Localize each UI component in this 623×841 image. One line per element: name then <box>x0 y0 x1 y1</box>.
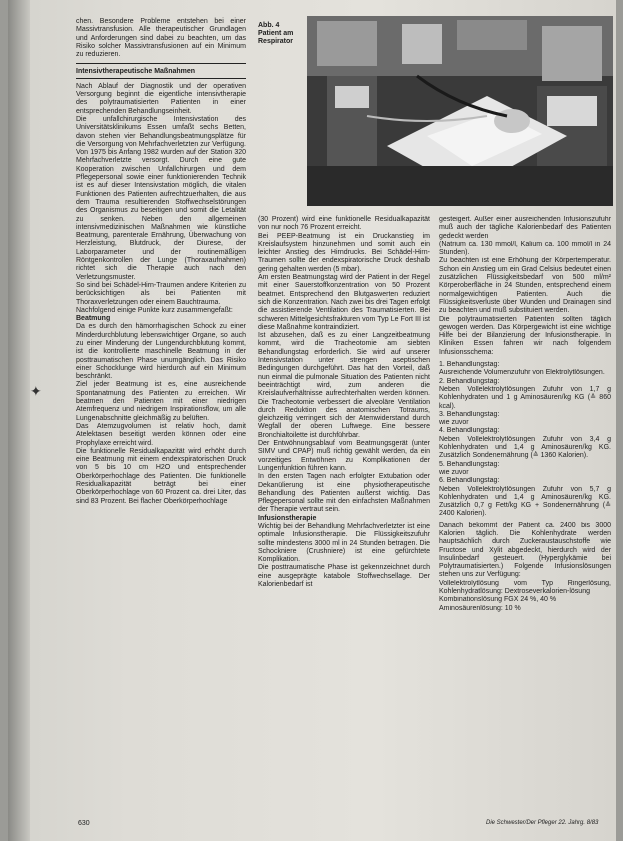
journal-footer: Die Schwester/Der Pfleger 22. Jahrg. 8/83 <box>486 820 599 826</box>
figure-photo-patient-respirator <box>307 16 613 206</box>
column-middle <box>258 216 430 589</box>
schedule-text: Neben Vollelektrolytlösungen Zufuhr von 1,7 g Kohlenhydraten und 1 g Aminosäuren/kg KG (≙ 860 kcal). <box>439 385 611 410</box>
body-paragraph: Da es durch den hämorrhagischen Schock zu einer Minderdurchblutung lebenswichtiger Organe, so auch zu einer Minderung der Lungendurchblutung kommt, ist die kontrollierte maschinelle Beatmung in der posttraumatischen Phase unumgänglich. Das Risiko einer Schocklunge wird hierdurch auf ein Minimum beschränkt. <box>76 323 246 381</box>
body-paragraph: Nach Ablauf der Diagnostik und der operativen Versorgung beginnt die eigentliche intensivtherapie des polytraumatisierten Patienten in einer entsprechenden Behandlungseinheit. <box>76 82 246 115</box>
schedule-text: Neben Vollelektrolytlösungen Zufuhr von 3,4 g Kohlenhydraten und 1,4 g Aminosäuren/kg KG. Zusätzlich Sondenernährung (≙ 1360 Kalorien). <box>439 435 611 460</box>
body-paragraph: Das Atemzugvolumen ist relativ hoch, damit Atelektasen beseitigt werden können oder eine Prophylaxe erreicht wird. <box>76 422 246 447</box>
page-number: 630 <box>78 820 90 827</box>
schedule-day: 5. Behandlungstag: <box>439 460 500 468</box>
section-heading-beatmung: Beatmung <box>76 315 111 323</box>
column-right <box>439 216 611 613</box>
body-paragraph: Die posttraumatische Phase ist gekennzeichnet durch eine ausgeprägte katabole Stoffwechsellage. Der Kalorienbedarf ist <box>258 564 430 589</box>
body-paragraph: Die funktionelle Residualkapazität wird erhöht durch eine Beatmung mit einem endexspiratorischen Druck von 5 bis 10 cm H2O und entsprechender Oberkörperhochlage des Patienten. Die funktionelle Residualkapazität beträgt bei einer Oberkörperhochlage von 60 Prozent ca. drei Liter, das sind 83 Prozent. Bei flacher Oberkörperhochlage <box>76 447 246 505</box>
body-paragraph: Zu beachten ist eine Erhöhung der Körpertemperatur. Schon ein Anstieg um ein Grad Celsius bedeutet einen zusätzlichen Flüssigkeitsbedarf von 500 ml/m² Körperoberfläche in 24 Stunden, entsprechend einem normalgewichtigen Patienten. Auch die Flüssigkeitsverluste über Wunden und Drainagen sind zu beachten und muß substituiert werden. <box>439 257 611 315</box>
section-heading-intensivtherapie: Intensivtherapeutische Maßnahmen <box>76 68 196 76</box>
body-paragraph: Vollelektrolytlösung vom Typ Ringerlösung, Kohlenhydratlösung: Dextroseverkalorien-lösung <box>439 579 611 596</box>
body-paragraph: (30 Prozent) wird eine funktionelle Residualkapazität von nur noch 76 Prozent erreicht. <box>258 216 430 232</box>
schedule-day: 2. Behandlungstag: <box>439 377 500 385</box>
photo-illustration <box>307 16 613 206</box>
paper-clip-mark-icon: ✦ <box>30 383 42 399</box>
section-divider <box>76 63 246 64</box>
body-paragraph: Aminosäurenlösung: 10 % <box>439 604 521 612</box>
body-paragraph: Kombinationslösung FGX 24 %, 40 % <box>439 596 557 604</box>
schedule-text: Ausreichende Volumenzufuhr von Elektrolytlösungen. <box>439 369 605 377</box>
body-paragraph: In den ersten Tagen nach erfolgter Extubation oder Dekanülierung ist eine physiotherapeutische Behandlung des Patienten außerst wichtig. Das Pflegepersonal sollte mit den einfachsten Maßnahmen der Therapie vertraut sein. <box>258 473 430 514</box>
schedule-day: 6. Behandlungstag: <box>439 477 500 485</box>
body-paragraph: Wichtig bei der Behandlung Mehrfachverletzter ist eine optimale Infusionstherapie. Die Flüssigkeitszufuhr sollte mindestens 3000 ml in 24 Stunden betragen. Die Schockniere (Crushniere) ist eine gefürchtete Komplikation. <box>258 522 430 564</box>
schedule-text: wie zuvor <box>439 468 469 476</box>
body-paragraph: So sind bei Schädel-Hirn-Traumen andere Kriterien zu berücksichtigen als bei Patienten mit Thoraxverletzungen oder einem Bauchtrauma. <box>76 281 246 306</box>
infusion-schedule-list <box>439 361 611 519</box>
schedule-text: wie zuvor <box>439 419 469 427</box>
figure-caption: Abb. 4 Patient am Respirator <box>258 22 294 45</box>
body-paragraph: Ist abzusehen, daß es zu einer Langzeitbeatmung kommt, wird die Tracheotomie am siebten Behandlungstag erforderlich. Sie wird auf unserer Intensivstation unter strengen aseptischen Bedingungen durchgeführt. Das hat den Vorteil, daß nun einmal die pulmonale Situation des Patienten nicht beeinträchtigt wird, zum anderen die Kreislaufverhältnisse aufrechterhalten werden können. Die Tracheotomie verbessert die alveoläre Ventilation durch Reduktion des anatomischen Totraums, gleichzeitig verringert sich der Atemwiderstand durch Wegfall der oberen Luftwege. Eine bessere Bronchialtoilette ist durchführbar. <box>258 332 430 439</box>
section-heading-infusionstherapie: Infusionstherapie <box>258 514 317 522</box>
schedule-text: Neben Vollelektrolytlösungen Zufuhr von 5,7 g Kohlenhydraten und 1,4 g Aminosäuren/kg KG. Zusätzlich 0,7 g Fett/kg KG + Sondenernährung (≙ 2400 Kalorien). <box>439 485 611 518</box>
body-paragraph: Ziel jeder Beatmung ist es, eine ausreichende Spontanatmung des Patienten zu erreichen. Wir beatmen den Patienten mit einer niedrigen Atemfrequenz und niedrigem Inspirationsflow, um alle Lungenabschnitte gleichmäßig zu belüften. <box>76 381 246 422</box>
section-divider <box>76 78 246 79</box>
schedule-day: 1. Behandlungstag: <box>439 361 500 369</box>
intro-paragraph: chen. Besondere Probleme entstehen bei einer Massivtransfusion. Alle therapeutischer Grundlagen und Anforderungen sind dabei zu beachten, um das Risiko solcher Massivtransfusionen auf ein Minimum zu reduzieren. <box>76 18 246 59</box>
column-left <box>76 18 246 506</box>
body-paragraph: Am ersten Beatmungstag wird der Patient in der Regel mit einer Sauerstoffkonzentration von 50 Prozent beatmet. Entsprechend den Blutgaswerten reduziert sich die Konzentration. Nach zwei bis drei Tagen erfolgt die assistierende Ventilation des Traumatisierten. Bei schweren Mittelgesichtsfrakturen vom Typ Le Fort III ist diese Maßnahme kontraindiziert. <box>258 274 430 331</box>
body-paragraph: Danach bekommt der Patient ca. 2400 bis 3000 Kalorien täglich. Die Kohlenhydrate werden hauptsächlich durch Zuckeraustauschstoffe wie Fructose und Xylit abgedeckt, hierdurch wird der Insulinbedarf gesteuert. (Hyperglykämie bei Polytraumatisierten.) Folgende Infusionslösungen stehen uns zur Verfügung: <box>439 521 611 579</box>
body-paragraph: Die unfallchirurgische Intensivstation des Universitätsklinikums Essen umfaßt sechs Betten, davon stehen vier Behandlungsbeatmungsplätze für die Versorgung von Mehrfachverletzten zur Verfügung. Von 1975 bis Anfang 1982 wurden auf der Station 320 Mehrfachverletzte versorgt. Durch eine gute Kooperation zwischen Unfallchirurgen und dem Pflegepersonal sowie einer funktionierenden Technik ist es auf dieser Intensivstation möglich, die vitalen Funktionen des Patienten aufrechtzuerhalten, die aus dem Trauma resultierenden Stoffwechselstörungen des Organismus zu beseitigen und somit die Letalität zu senken. Neben den allgemeinen intensivmedizinischen Maßnahmen wie künstliche Beatmung, parenterale Ernährung, Überwachung von Herzleistung, Blutdruck, der Diurese, der Laborparameter und der routinemäßigen Röntgenkontrollen der Lunge (Thoraxaufnahmen) richtet sich die Therapie auch nach den Verletzungsmuster. <box>76 115 246 281</box>
body-paragraph: Nachfolgend einige Punkte kurz zusammengefaßt: <box>76 306 233 314</box>
body-paragraph: (Natrium ca. 130 mmol/l, Kalium ca. 100 mmol/l in 24 Stunden). <box>439 240 611 257</box>
page-binding-shadow <box>8 0 30 841</box>
schedule-day: 4. Behandlungstag: <box>439 427 500 435</box>
schedule-day: 3. Behandlungstag: <box>439 410 500 418</box>
body-paragraph: gesteigert. Außer einer ausreichenden Infusionszufuhr muß auch der tägliche Kalorienbedarf des Patienten gedeckt werden <box>439 216 611 240</box>
body-paragraph: Die polytraumatisierten Patienten sollten täglich gewogen werden. Das Körpergewicht ist eine wichtige Hilfe bei der Bilanzierung der Infusionstherapie. In Kliniken Essen fahren wir nach folgendem Infusionsschema: <box>439 315 611 356</box>
body-paragraph: Bei PEEP-Beatmung ist ein Druckanstieg im Kreislaufsystem hinzunehmen und somit auch ein leichter Anstieg des Hirndrucks. Bei Schädel-Hirn-Traumen sollte der endexspiratorische Druck deshalb gering gehalten werden (5 mbar). <box>258 232 430 273</box>
body-paragraph: Der Entwöhnungsablauf vom Beatmungsgerät (unter SIMV und CPAP) muß richtig gewählt werden, da ein vorzeitiges Entwöhnen zu Komplikationen der Lungenfunktion führen kann. <box>258 440 430 472</box>
